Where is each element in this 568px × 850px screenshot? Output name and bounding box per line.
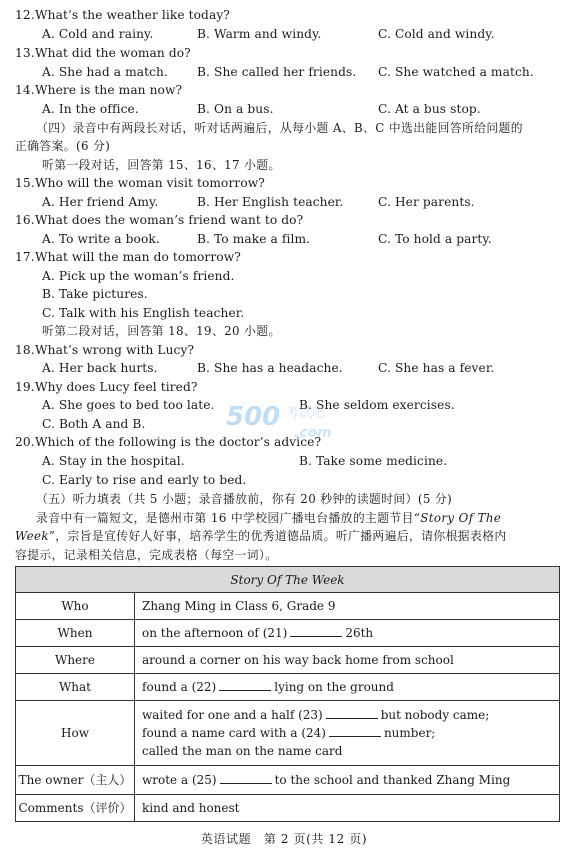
- row-label-who: Who: [16, 593, 135, 620]
- section5-heading: （五）听力填表（共 5 小题；录音播放前，你有 20 秒钟的读题时间）(5 分): [36, 492, 453, 506]
- question-17-option-b: B. Take pictures.: [42, 287, 148, 301]
- how-line-3: called the man on the name card: [142, 744, 343, 758]
- option-a: A. Stay in the hospital.: [42, 454, 185, 468]
- cell-text: number;: [383, 726, 436, 740]
- table-row: [16, 674, 560, 701]
- question-number: 15.: [15, 176, 35, 190]
- dialogue1-instruction: 听第一段对话，回答第 15、16、17 小题。: [42, 158, 281, 172]
- question-stem: Where is the man now?: [35, 83, 183, 97]
- question-number: 12.: [15, 8, 35, 22]
- question-17-option-a: A. Pick up the woman’s friend.: [42, 269, 235, 283]
- row-value-comments: kind and honest: [135, 795, 560, 822]
- option-a: A. Her friend Amy.: [42, 195, 159, 209]
- question-stem: What does the woman’s friend want to do?: [35, 213, 304, 227]
- page-footer: 英语试题 第 2 页(共 12 页): [200, 832, 368, 846]
- option-b: B. She called her friends.: [197, 65, 357, 79]
- row-label-when: When: [16, 620, 135, 647]
- option-b: B. Take some medicine.: [299, 454, 448, 468]
- row-label-what: What: [16, 674, 135, 701]
- question-number: 19.: [15, 380, 35, 394]
- svg-text:.com: .com: [294, 425, 332, 441]
- svg-text:考试吧: 考试吧: [286, 406, 326, 421]
- row-value-where: around a corner on his way back home from school: [135, 647, 560, 674]
- section5-intro-line2: [15, 527, 507, 545]
- blank-22[interactable]: [219, 678, 271, 691]
- blank-23[interactable]: [326, 706, 378, 719]
- row-label-how: How: [16, 701, 135, 766]
- cell-text: found a name card with a (24): [142, 726, 326, 740]
- story-table: [15, 566, 560, 822]
- table-row: [16, 647, 560, 674]
- option-b: B. Warm and windy.: [197, 27, 322, 41]
- table-row: [16, 766, 560, 795]
- table-title: Story Of The Week: [16, 567, 560, 593]
- row-value-how: [135, 701, 560, 766]
- blank-21[interactable]: [290, 624, 342, 637]
- cell-text: to the school and thanked Zhang Ming: [274, 773, 511, 787]
- how-line-1: [142, 706, 552, 724]
- question-stem: What did the woman do?: [35, 46, 191, 60]
- section5-intro-line3: 容提示，记录相关信息，完成表格（每空一词）。: [15, 548, 278, 562]
- question-number: 14.: [15, 83, 35, 97]
- how-line-2: [142, 724, 552, 742]
- question-stem: What’s wrong with Lucy?: [35, 343, 195, 357]
- question-stem: What’s the weather like today?: [35, 8, 230, 22]
- option-b: B. To make a film.: [197, 232, 311, 246]
- cell-text: but nobody came;: [380, 708, 490, 722]
- section4-instruction: （四）录音中有两段长对话，听对话两遍后，从每小题 A、B、C 中选出能回答所给问题的: [36, 121, 524, 135]
- option-b: B. On a bus.: [197, 102, 274, 116]
- row-value-when: [135, 620, 560, 647]
- question-stem: Why does Lucy feel tired?: [35, 380, 198, 394]
- table-row: [16, 620, 560, 647]
- row-value-owner: [135, 766, 560, 795]
- option-c: C. Cold and windy.: [378, 27, 495, 41]
- section4-instruction-cont: 正确答案。(6 分): [15, 139, 111, 153]
- cell-text: 26th: [345, 626, 374, 640]
- question-number: 13.: [15, 46, 35, 60]
- option-a: A. Cold and rainy.: [42, 27, 154, 41]
- blank-24[interactable]: [329, 724, 381, 737]
- option-b: B. Her English teacher.: [197, 195, 344, 209]
- row-label-comments: Comments（评价）: [16, 795, 135, 822]
- option-a: A. She had a match.: [42, 65, 168, 79]
- watermark-icon: [224, 395, 364, 445]
- option-a: A. Her back hurts.: [42, 361, 158, 375]
- option-c: C. At a bus stop.: [378, 102, 481, 116]
- question-number: 18.: [15, 343, 35, 357]
- option-a: A. She goes to bed too late.: [42, 398, 215, 412]
- question-stem: Who will the woman visit tomorrow?: [35, 176, 265, 190]
- watermark-logo: [224, 395, 364, 445]
- blank-25[interactable]: [220, 771, 272, 784]
- dialogue2-instruction: 听第二段对话，回答第 18、19、20 小题。: [42, 324, 281, 338]
- intro-text: 录音中有一篇短文，是德州市第 16 中学校园广播电台播放的主题节目“: [36, 511, 421, 525]
- cell-text: on the afternoon of (21): [142, 626, 288, 640]
- intro-italic-title-end: Week: [15, 529, 49, 543]
- intro-italic-title: Story Of The: [420, 511, 502, 525]
- question-stem: What will the man do tomorrow?: [35, 250, 241, 264]
- row-label-owner: The owner（主人）: [16, 766, 135, 795]
- option-c: C. She watched a match.: [378, 65, 534, 79]
- question-17-option-c: C. Talk with his English teacher.: [42, 306, 245, 320]
- option-b: B. She seldom exercises.: [299, 398, 455, 412]
- question-number: 20.: [15, 435, 35, 449]
- option-b: B. She has a headache.: [197, 361, 343, 375]
- option-a: A. In the office.: [42, 102, 139, 116]
- row-value-who: Zhang Ming in Class 6, Grade 9: [135, 593, 560, 620]
- cell-text: found a (22): [142, 680, 217, 694]
- question-20-option-c: C. Early to rise and early to bed.: [42, 473, 247, 487]
- table-title-row: [16, 567, 560, 593]
- question-number: 17.: [15, 250, 35, 264]
- row-value-what: [135, 674, 560, 701]
- option-c: C. To hold a party.: [378, 232, 492, 246]
- section5-intro-line1: [36, 509, 501, 527]
- question-number: 16.: [15, 213, 35, 227]
- cell-text: lying on the ground: [274, 680, 394, 694]
- cell-text: wrote a (25): [142, 773, 217, 787]
- question-19-option-c: C. Both A and B.: [42, 417, 146, 431]
- question-stem: Which of the following is the doctor’s advice?: [35, 435, 322, 449]
- option-c: C. Her parents.: [378, 195, 475, 209]
- row-label-where: Where: [16, 647, 135, 674]
- svg-text:500: 500: [226, 402, 281, 432]
- option-a: A. To write a book.: [42, 232, 160, 246]
- cell-text: waited for one and a half (23): [142, 708, 323, 722]
- table-row: [16, 701, 560, 766]
- option-c: C. She has a fever.: [378, 361, 495, 375]
- table-row: [16, 593, 560, 620]
- table-row: [16, 795, 560, 822]
- intro-text: ”，宗旨是宣传好人好事，培养学生的优秀道德品质。听广播两遍后，请你根据表格内: [48, 529, 507, 543]
